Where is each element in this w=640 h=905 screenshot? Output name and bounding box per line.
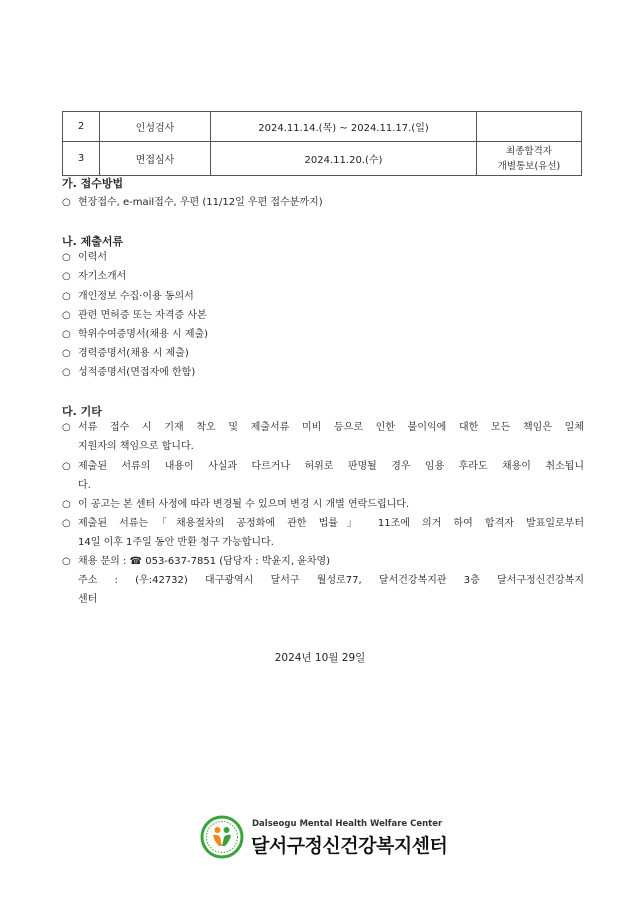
- circle-bullet: ○: [62, 422, 71, 433]
- circle-bullet: ○: [62, 499, 71, 510]
- org-logo: [200, 815, 460, 863]
- contact-phone: 053-637-7851 (담당자 : 박윤지, 윤차영): [145, 556, 331, 567]
- list-item-text: 개인정보 수집·이용 동의서: [78, 291, 194, 302]
- list-item: [62, 514, 584, 552]
- list-item: [62, 418, 584, 456]
- circle-bullet: ○: [62, 271, 71, 282]
- contact-address-cont: 센터: [78, 594, 98, 605]
- list-item: [62, 325, 584, 344]
- note-line: 최종합격자: [506, 145, 552, 157]
- circle-bullet: ○: [62, 461, 71, 472]
- row-date: 2024.11.14.(목) ~ 2024.11.17.(일): [211, 112, 477, 142]
- circle-bullet: ○: [62, 518, 71, 529]
- section-title-documents: 나. 제출서류: [62, 235, 124, 248]
- row-stage: 면접심사: [100, 142, 211, 176]
- list-item-text-cont: 14일 이후 1주일 동안 반환 청구 가능합니다.: [78, 537, 274, 548]
- list-item: [62, 306, 584, 325]
- org-name-en: Dalseogu Mental Health Welfare Center: [252, 819, 443, 829]
- list-item: [62, 495, 584, 514]
- list-item-text: 관련 면허증 또는 자격증 사본: [78, 310, 207, 321]
- row-number: 2: [63, 112, 100, 142]
- list-item-text: 이력서: [78, 252, 107, 263]
- org-name-ko: 달서구정신건강복지센터: [251, 835, 448, 857]
- row-note: [477, 112, 582, 142]
- list-item: [62, 363, 584, 382]
- row-date: 2024.11.20.(수): [211, 142, 477, 176]
- list-item-text-cont: 지원자의 책임으로 합니다.: [78, 441, 194, 452]
- list-item-text: 현장접수, e-mail접수, 우편 (11/12일 우편 접수분까지): [78, 197, 323, 208]
- list-item: [62, 457, 584, 495]
- row-number: 3: [63, 142, 100, 176]
- list-item-text: 이 공고는 본 센터 사정에 따라 변경될 수 있으며 변경 시 개별 연락드립니다.: [78, 499, 410, 510]
- list-item: [62, 267, 584, 286]
- list-item-text: 제출된 서류의 내용이 사실과 다르거나 허위로 판명될 경우 임용 후라도 채용이 취소됩니: [78, 461, 584, 472]
- circle-bullet: ○: [62, 556, 71, 567]
- list-item-text: 서류 접수 시 기재 착오 및 제출서류 미비 등으로 인한 불이익에 대한 모든 책임은 일체: [78, 422, 584, 433]
- list-item-text: 제출된 서류는「채용절차의 공정화에 관한 법률」 11조에 의거 하여 합격자 발표일로부터: [78, 518, 584, 529]
- list-item: [62, 344, 584, 363]
- list-item-text: 학위수여증명서(채용 시 제출): [78, 329, 209, 340]
- contact-line: [78, 552, 584, 571]
- row-note: [477, 142, 582, 176]
- list-item: [62, 248, 584, 267]
- contact-item: [62, 552, 584, 571]
- circle-bullet: ○: [62, 348, 71, 359]
- circle-bullet: ○: [62, 252, 71, 263]
- circle-bullet: ○: [62, 310, 71, 321]
- phone-icon: ☎: [129, 556, 143, 567]
- list-item-text-cont: 다.: [78, 480, 91, 491]
- contact-label: 채용 문의 :: [78, 556, 127, 567]
- section-title-other: 다. 기타: [62, 405, 102, 418]
- list-item-text: 경력증명서(채용 시 제출): [78, 348, 189, 359]
- document-date: 2024년 10월 29일: [274, 652, 366, 664]
- schedule-table: [62, 111, 582, 176]
- table-row: [63, 142, 582, 176]
- circle-bullet: ○: [62, 367, 71, 378]
- contact-address: 주소 : (우:42732) 대구광역시 달서구 월성로77, 달서건강복지관 3층 달서구정신건강복지: [78, 575, 584, 586]
- list-item-text: 성적증명서(면접자에 한함): [78, 367, 196, 378]
- row-stage: 인성검사: [100, 112, 211, 142]
- list-item-text: 자기소개서: [78, 271, 127, 282]
- list-item: [62, 193, 584, 212]
- circle-bullet: ○: [62, 197, 71, 208]
- center-emblem-icon: [200, 815, 244, 859]
- section-title-submission-method: 가. 접수방법: [62, 177, 124, 190]
- circle-bullet: ○: [62, 329, 71, 340]
- table-row: [63, 112, 582, 142]
- note-line: 개별통보(유선): [497, 160, 561, 172]
- list-item: [62, 287, 584, 306]
- circle-bullet: ○: [62, 291, 71, 302]
